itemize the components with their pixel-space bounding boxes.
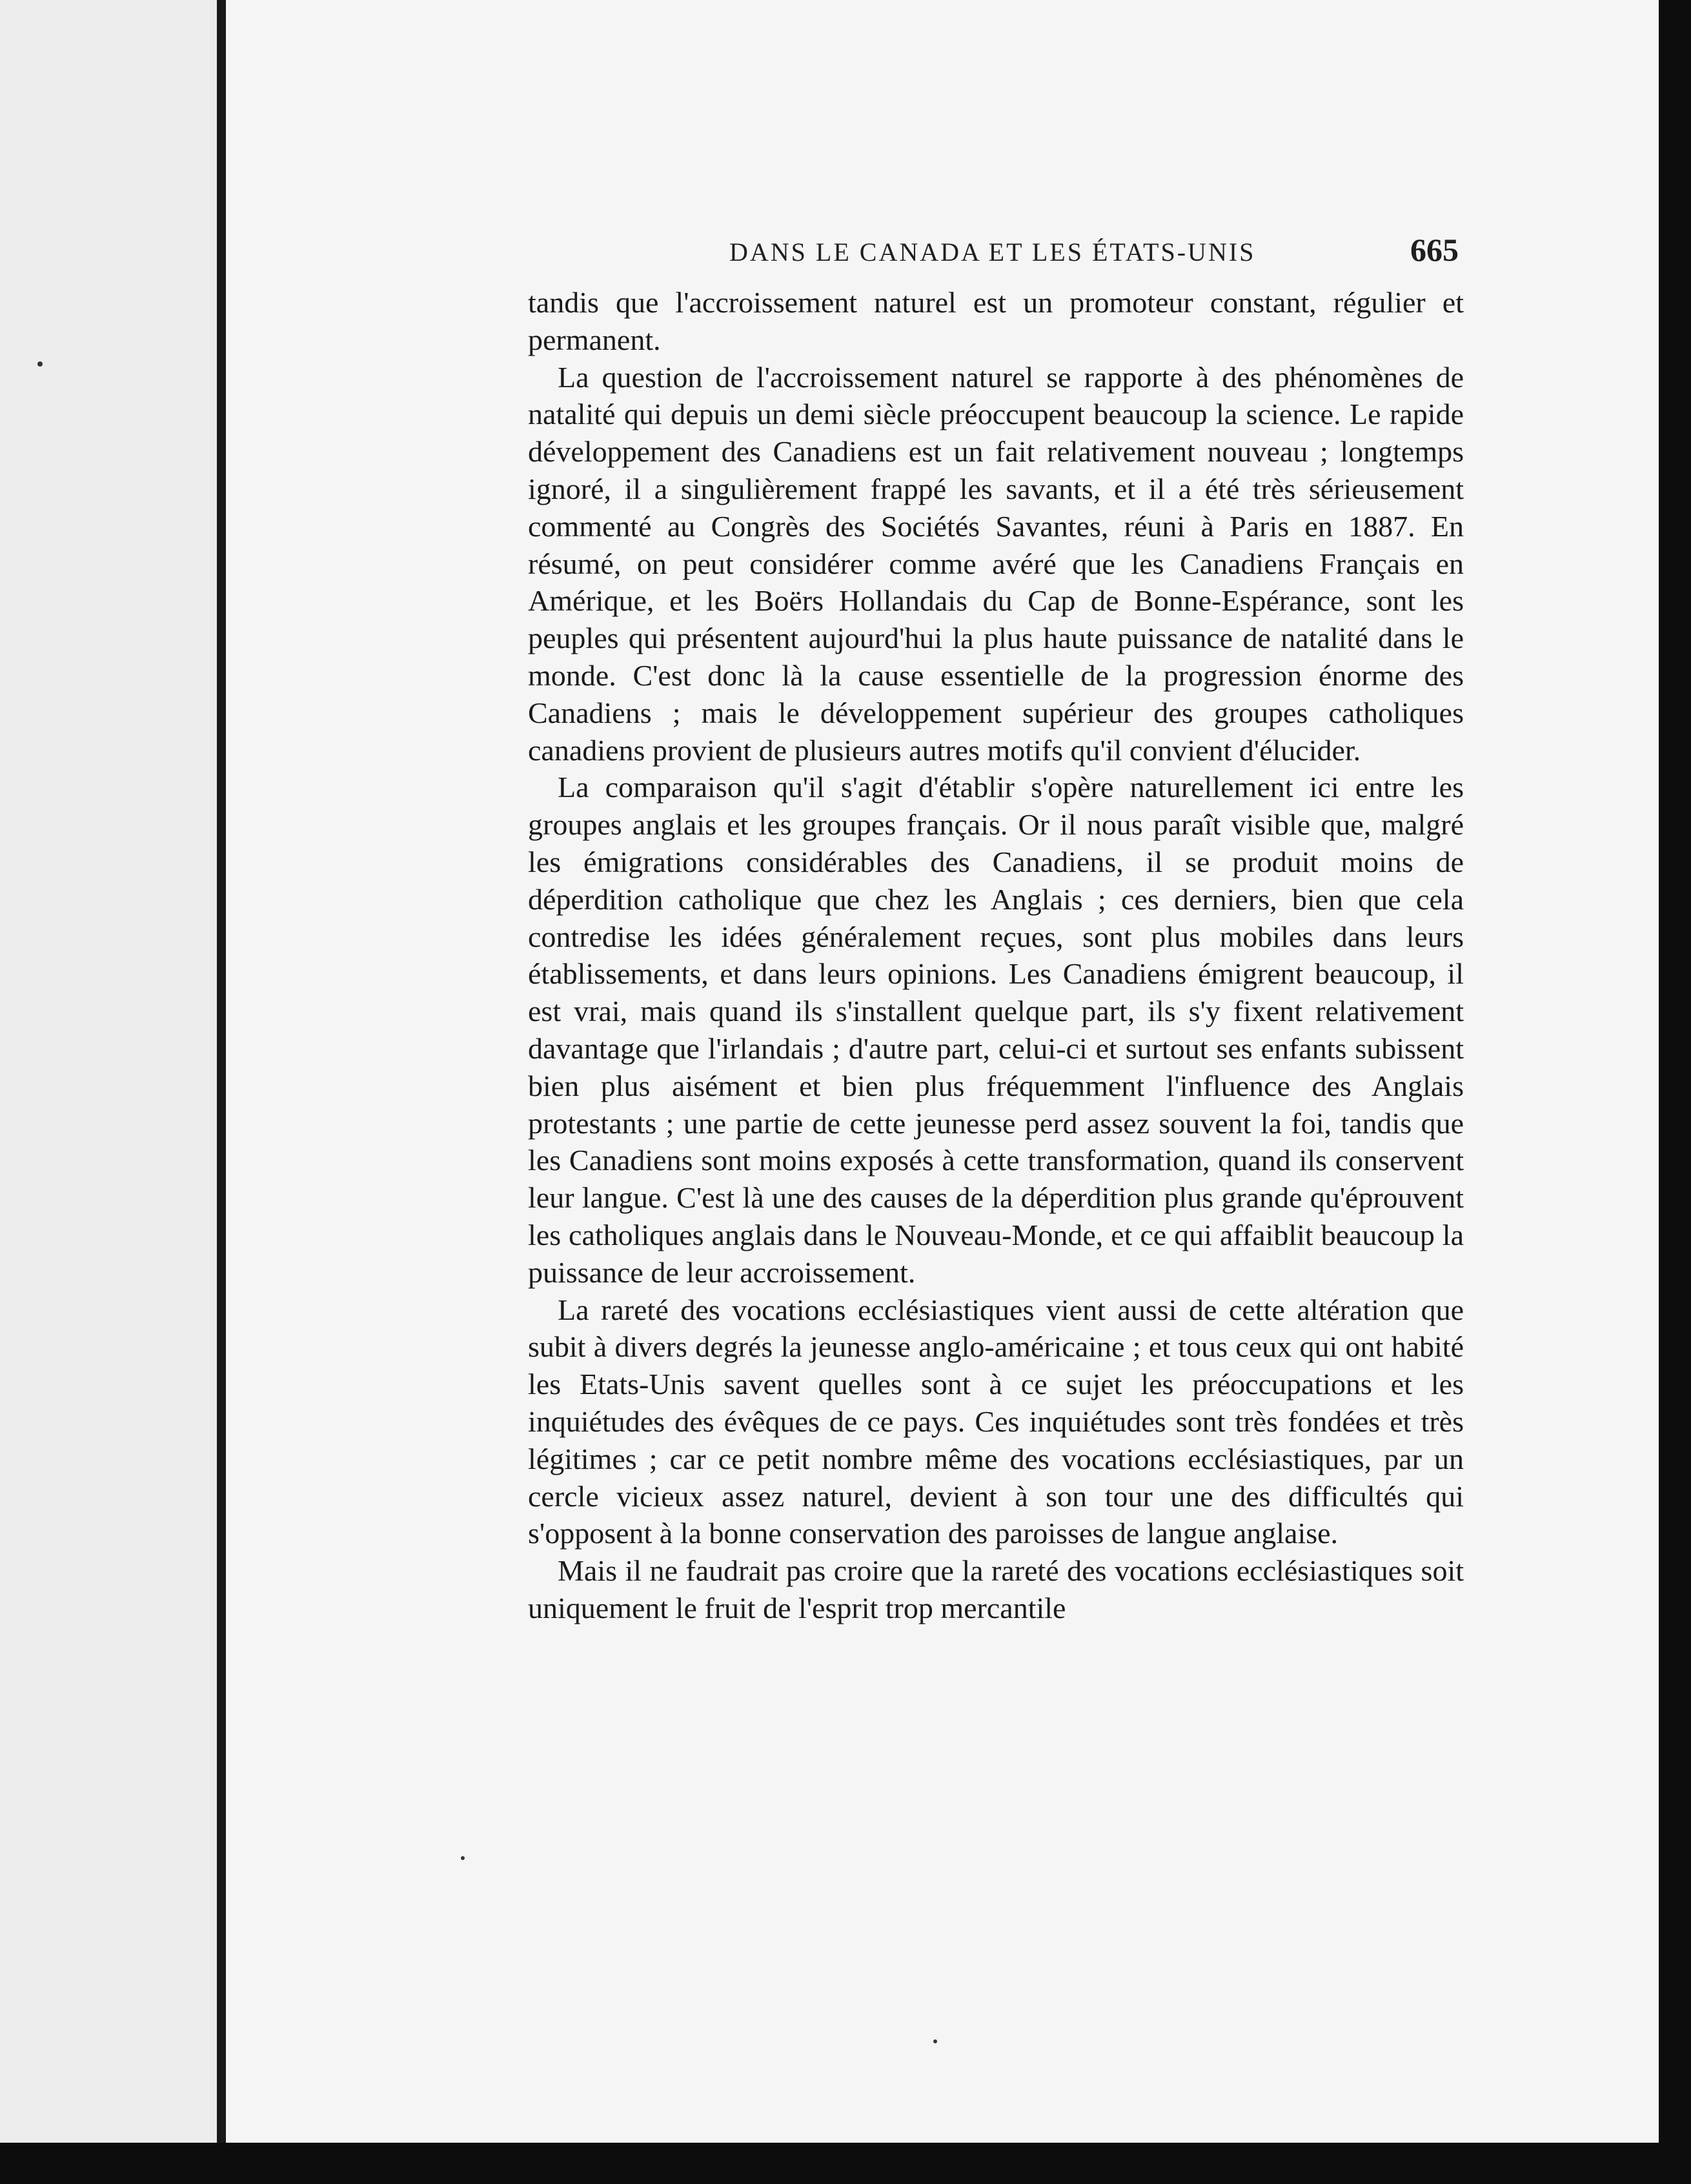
paragraph: tandis que l'accroissement naturel est un promoteur constant, régulier et permanent.: [528, 286, 1464, 356]
paragraph: La question de l'accroissement naturel se rapporte à des phénomènes de natalité qui depuis un demi siècle préoccupent beaucoup la science. Le rapide développement des Canadiens est un fait relativement nouveau ; longtemps ignoré, il a singulièrement frappé les savants, et il a été très sérieusement commenté au Congrès des Sociétés Savantes, réuni à Paris en 1887. En résumé, on peut considérer comme avéré que les Canadiens Français en Amérique, et les Boërs Hollandais du Cap de Bonne-Espérance, sont les peuples qui présentent aujourd'hui la plus haute puissance de natalité dans le monde. C'est donc là la cause essentielle de la progression énorme des Canadiens ; mais le développement supérieur des groupes catholiques canadiens provient de plusieurs autres motifs qu'il convient d'élucider.: [528, 360, 1464, 767]
scan-border-right: [1659, 0, 1691, 2184]
page-header: [729, 231, 1459, 268]
scan-border-bottom: [0, 2143, 1691, 2184]
page-number: 665: [1410, 232, 1459, 268]
paragraph: La rareté des vocations ecclésiastiques vient aussi de cette altération que subit à divers degrés la jeunesse anglo-américaine ; et tous ceux qui ont habité les Etats-Unis savent quelles sont à ce sujet les préoccupations et les inquiétudes des évêques de ce pays. Ces inquiétudes sont très fondées et très légitimes ; car ce petit nombre même des vocations ecclésiastiques, par un cercle vicieux assez naturel, devient à son tour une des difficultés qui s'opposent à la bonne conservation des paroisses de langue anglaise.: [528, 1293, 1464, 1550]
running-head: DANS LE CANADA ET LES ÉTATS-UNIS: [729, 238, 1256, 267]
left-margin: [0, 0, 219, 2184]
binding-gutter: [217, 0, 226, 2184]
scan-speck: [37, 361, 43, 367]
scan-speck: [461, 1856, 465, 1860]
paragraph: La comparaison qu'il s'agit d'établir s'opère naturellement ici entre les groupes anglais et les groupes français. Or il nous paraît visible que, malgré les émigrations considérables des Canadiens, il se produit moins de déperdition catholique que chez les Anglais ; ces derniers, bien que cela contredise les idées généralement reçues, sont plus mobiles dans leurs établissements, et dans leurs opinions. Les Canadiens émigrent beaucoup, il est vrai, mais quand ils s'installent quelque part, ils s'y fixent relativement davantage que l'irlandais ; d'autre part, celui-ci et surtout ses enfants subissent bien plus aisément et bien plus fréquemment l'influence des Anglais protestants ; une partie de cette jeunesse perd assez souvent la foi, tandis que les Canadiens sont moins exposés à cette transformation, quand ils conservent leur langue. C'est là une des causes de la déperdition plus grande qu'éprouvent les catholiques anglais dans le Nouveau-Monde, et ce qui affaiblit beaucoup la puissance de leur accroissement.: [528, 771, 1464, 1289]
paragraph: Mais il ne faudrait pas croire que la rareté des vocations ecclésiastiques soit uniquement le fruit de l'esprit trop mercantile: [528, 1554, 1464, 1624]
body-text: [528, 284, 1464, 1627]
scan-speck: [933, 2039, 937, 2043]
